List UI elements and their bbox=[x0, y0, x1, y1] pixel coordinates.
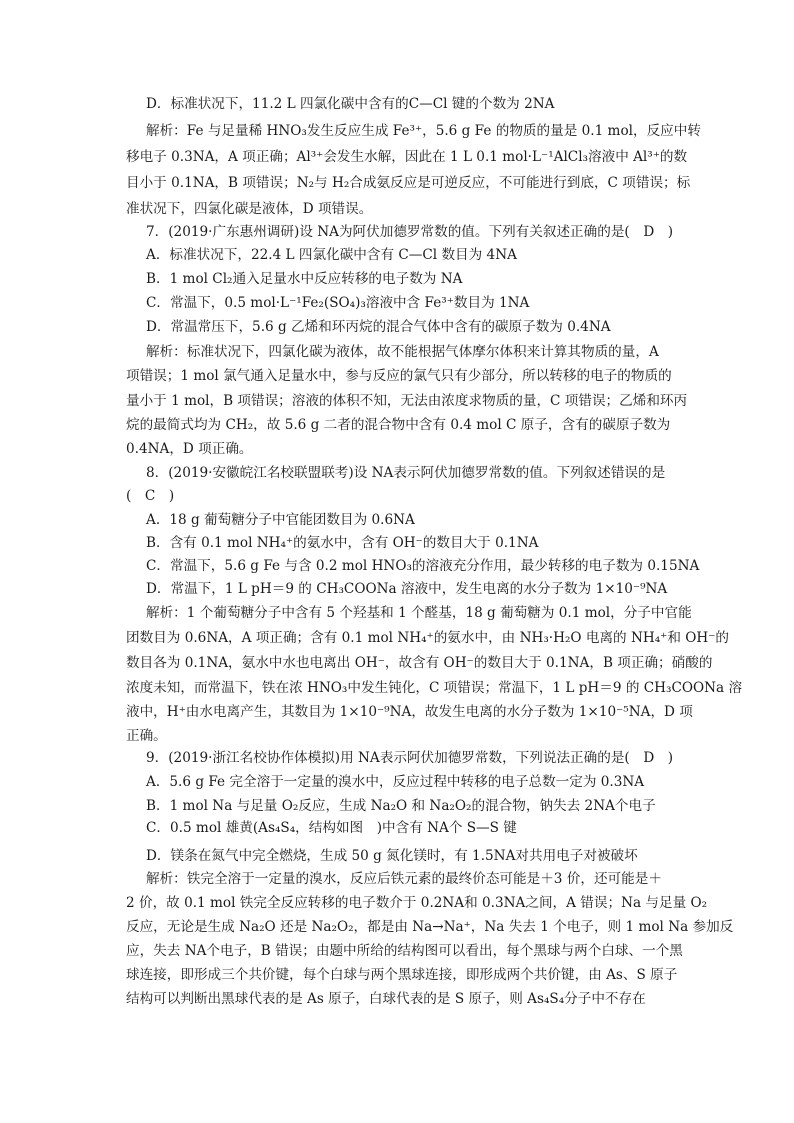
text-line: 球连接，即形成三个共价键，每个白球与两个黑球连接，即形成两个共价键，由 As、S 原子 bbox=[126, 967, 678, 983]
text-line: C．0.5 mol 雄黄(As₄S₄，结构如图 )中含有 NA个 S—S 键 bbox=[146, 820, 517, 836]
text-line: 正确。 bbox=[126, 728, 167, 744]
text-line: 量小于 1 mol，B 项错误；溶液的体积不知，无法由浓度求物质的量，C 项错误；乙烯和环丙 bbox=[126, 393, 688, 409]
text-line: 解析：标准状况下，四氯化碳为液体，故不能根据气体摩尔体积来计算其物质的量，A bbox=[146, 344, 659, 360]
text-line: 数目各为 0.1NA，氨水中水也电离出 OH⁻，故含有 OH⁻的数目大于 0.1NA，B 项正确；硝酸的 bbox=[126, 655, 713, 671]
text-line: A．18 g 葡萄糖分子中官能团数目为 0.6NA bbox=[146, 512, 415, 528]
text-line: 项错误；1 mol 氯气通入足量水中，参与反应的氯气只有少部分，所以转移的电子的物质的 bbox=[126, 368, 672, 384]
text-line: 移电子 0.3NA，A 项正确；Al³⁺会发生水解，因此在 1 L 0.1 mol·L⁻¹AlCl₃溶液中 Al³⁺的数 bbox=[126, 149, 688, 165]
text-line: D．镁条在氮气中完全燃烧，生成 50 g 氮化镁时，有 1.5NA对共用电子对被破坏 bbox=[146, 848, 638, 864]
text-line: 目小于 0.1NA，B 项错误；N₂与 H₂合成氨反应是可逆反应，不可能进行到底，C 项错误；标 bbox=[126, 175, 691, 191]
text-line: 9．(2019·浙江名校协作体模拟)用 NA表示阿伏加德罗常数，下列说法正确的是( D ) bbox=[146, 750, 674, 766]
text-line: C．常温下，5.6 g Fe 与含 0.2 mol HNO₃的溶液充分作用，最少转移的电子数为 0.15NA bbox=[146, 558, 700, 574]
text-line: 应，失去 NA个电子，B 错误；由题中所给的结构图可以看出，每个黑球与两个白球、一个黑 bbox=[126, 943, 683, 959]
text-line: 0.4NA，D 项正确。 bbox=[126, 441, 253, 457]
text-line: D．常温常压下，5.6 g 乙烯和环丙烷的混合气体中含有的碳原子数为 0.4NA bbox=[146, 319, 611, 335]
text-line: 解析：1 个葡萄糖分子中含有 5 个羟基和 1 个醛基，18 g 葡萄糖为 0.1 mol，分子中官能 bbox=[146, 605, 692, 621]
text-line: B．1 mol Cl₂通入足量水中反应转移的电子数为 NA bbox=[146, 271, 463, 287]
text-line: 8．(2019·安徽皖江名校联盟联考)设 NA表示阿伏加德罗常数的值。下列叙述错误的是 bbox=[146, 465, 666, 481]
text-line: 解析：铁完全溶于一定量的溴水，反应后铁元素的最终价态可能是＋3 价，还可能是＋ bbox=[146, 871, 662, 887]
text-line: 结构可以判断出黑球代表的是 As 原子，白球代表的是 S 原子，则 As₄S₄分子中不存在 bbox=[126, 991, 646, 1007]
text-line: D．常温下，1 L pH＝9 的 CH₃COONa 溶液中，发生电离的水分子数为 1×10⁻⁹NA bbox=[146, 581, 668, 597]
text-line: 7．(2019·广东惠州调研)设 NA为阿伏加德罗常数的值。下列有关叙述正确的是( D ) bbox=[146, 224, 674, 240]
text-line: 液中，H⁺由水电离产生，其数目为 1×10⁻⁹NA，故发生电离的水分子数为 1×10⁻⁵NA，D 项 bbox=[126, 704, 693, 720]
text-line: 2 价，故 0.1 mol 铁完全反应转移的电子数介于 0.2NA和 0.3NA之间，A 错误；Na 与足量 O₂ bbox=[126, 895, 708, 911]
text-line: 解析：Fe 与足量稀 HNO₃发生反应生成 Fe³⁺，5.6 g Fe 的物质的量是 0.1 mol，反应中转 bbox=[146, 123, 701, 139]
text-line: A．标准状况下，22.4 L 四氯化碳中含有 C—Cl 数目为 4NA bbox=[146, 247, 517, 263]
text-line: 反应，无论是生成 Na₂O 还是 Na₂O₂，都是由 Na→Na⁺，Na 失去 1 个电子，则 1 mol Na 参加反 bbox=[126, 919, 734, 935]
text-line: A．5.6 g Fe 完全溶于一定量的溴水中，反应过程中转移的电子总数一定为 0.3NA bbox=[146, 774, 645, 790]
text-line: 团数目为 0.6NA，A 项正确；含有 0.1 mol NH₄⁺的氨水中，由 NH₃·H₂O 电离的 NH₄⁺和 OH⁻的 bbox=[126, 630, 730, 646]
text-line: D．标准状况下，11.2 L 四氯化碳中含有的C—Cl 键的个数为 2NA bbox=[146, 96, 555, 112]
text-line: B．1 mol Na 与足量 O₂反应，生成 Na₂O 和 Na₂O₂的混合物，钠失去 2NA个电子 bbox=[146, 798, 656, 814]
text-line: 准状况下，四氯化碳是液体，D 项错误。 bbox=[126, 201, 373, 217]
text-line: ( C ) bbox=[126, 488, 175, 504]
text-line: 浓度未知，而常温下，铁在浓 HNO₃中发生钝化，C 项错误；常温下，1 L pH＝9 的 CH₃COONa 溶 bbox=[126, 680, 743, 696]
text-line: B．含有 0.1 mol NH₄⁺的氨水中，含有 OH⁻的数目大于 0.1NA bbox=[146, 535, 539, 551]
text-line: C．常温下，0.5 mol·L⁻¹Fe₂(SO₄)₃溶液中含 Fe³⁺数目为 1NA bbox=[146, 295, 530, 311]
text-line: 烷的最简式均为 CH₂，故 5.6 g 二者的混合物中含有 0.4 mol C 原子，含有的碳原子数为 bbox=[126, 417, 671, 433]
